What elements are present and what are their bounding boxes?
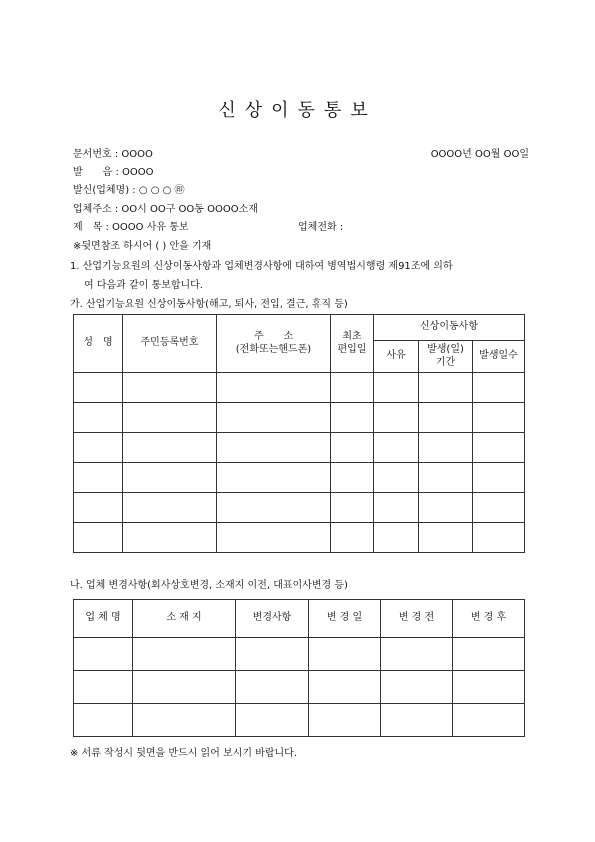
table-cell[interactable] [123,463,217,493]
table-cell[interactable] [217,403,331,433]
table-row [74,493,525,523]
table-cell[interactable] [381,704,453,737]
table-cell[interactable] [381,671,453,704]
table-cell[interactable] [217,373,331,403]
table-cell[interactable] [133,671,236,704]
table-cell[interactable] [419,373,473,403]
address-line: 업체주소 : OO시 OO구 OO동 OOOO소재 [73,204,258,215]
table-cell[interactable] [123,493,217,523]
table-cell[interactable] [419,523,473,553]
personnel-table-body [74,373,525,553]
col-period-sub: 기간 [435,356,456,368]
table-cell[interactable] [331,463,374,493]
col-first-sub: 편입일 [337,343,367,355]
col-change-group: 신상이동사항 [374,315,525,341]
table-cell[interactable] [74,463,123,493]
col-period [419,341,473,373]
table-cell[interactable] [473,463,525,493]
col-address [217,315,331,373]
table-cell[interactable] [331,403,374,433]
table-cell[interactable] [331,373,374,403]
table-row [74,638,525,671]
table-row [74,373,525,403]
table-cell[interactable] [123,373,217,403]
paragraph-line-1: 1. 산업기능요원의 신상이동사항과 업체변경사항에 대하여 병역법시행령 제91조에 의하 [70,261,453,272]
table-cell[interactable] [453,671,525,704]
table-cell[interactable] [473,493,525,523]
company-line: 발신(업체명) : ○ ○ ○ ㊞ [73,185,185,196]
personnel-change-table [73,314,525,553]
table-cell[interactable] [133,638,236,671]
col-resident-id: 주민등록번호 [123,315,217,373]
table-cell[interactable] [374,433,419,463]
table-cell[interactable] [74,493,123,523]
table-cell[interactable] [74,704,133,737]
table-cell[interactable] [374,373,419,403]
footer-note: ※ 서류 작성시 뒷면을 반드시 읽어 보시기 바랍니다. [70,748,298,759]
table-cell[interactable] [133,704,236,737]
table-row [74,704,525,737]
table-cell[interactable] [473,523,525,553]
table-cell[interactable] [123,433,217,463]
table-cell[interactable] [309,704,381,737]
table-cell[interactable] [309,671,381,704]
table-cell[interactable] [473,403,525,433]
table-cell[interactable] [236,704,309,737]
table-cell[interactable] [236,638,309,671]
table-cell[interactable] [331,493,374,523]
company-col-header: 변 경 후 [453,600,525,638]
table-cell[interactable] [473,433,525,463]
table-cell[interactable] [217,523,331,553]
table-cell[interactable] [74,638,133,671]
company-table-body [74,638,525,737]
table-cell[interactable] [217,493,331,523]
table-cell[interactable] [419,403,473,433]
col-first-enlist [331,315,374,373]
table-cell[interactable] [374,493,419,523]
table-cell[interactable] [217,433,331,463]
table-cell[interactable] [419,463,473,493]
table-cell[interactable] [74,373,123,403]
col-period-label: 발생(일) [427,344,464,355]
table-cell[interactable] [123,403,217,433]
table-cell[interactable] [419,493,473,523]
company-table-header [74,600,525,638]
section-ga-heading: 가. 산업기능요원 신상이동사항(해고, 퇴사, 전입, 결근, 휴직 등) [70,299,348,310]
company-col-header: 변 경 일 [309,600,381,638]
sender-line: 발 음 : OOOO [73,167,154,178]
table-row [74,671,525,704]
section-na-heading: 나. 업체 변경사항(회사상호변경, 소재지 이전, 대표이사변경 등) [70,580,348,591]
table-cell[interactable] [453,638,525,671]
table-cell[interactable] [74,433,123,463]
table-cell[interactable] [123,523,217,553]
table-row [74,523,525,553]
table-cell[interactable] [473,373,525,403]
company-change-table [73,599,525,737]
table-cell[interactable] [217,463,331,493]
table-cell[interactable] [74,671,133,704]
table-cell[interactable] [74,523,123,553]
table-cell[interactable] [331,523,374,553]
table-cell[interactable] [453,704,525,737]
col-reason: 사유 [374,341,419,373]
table-cell[interactable] [74,403,123,433]
company-col-header: 변경사항 [236,600,309,638]
table-cell[interactable] [374,403,419,433]
page-title: 신상이동통보 [218,100,377,121]
phone-line: 업체전화 : [298,222,344,233]
table-cell[interactable] [381,638,453,671]
col-first-label: 최초 [342,331,362,342]
col-name: 성 명 [74,315,123,373]
table-cell[interactable] [374,523,419,553]
table-cell[interactable] [331,433,374,463]
table-cell[interactable] [419,433,473,463]
table-row [74,463,525,493]
company-col-header: 소 재 지 [133,600,236,638]
company-col-header: 업 체 명 [74,600,133,638]
doc-date: OOOO년 OO월 OO일 [430,149,529,160]
subject-line: 제 목 : OOOO 사유 통보 [73,222,189,233]
col-days: 발생일수 [473,341,525,373]
table-row [74,403,525,433]
paragraph-line-2: 여 다음과 같이 통보합니다. [84,280,203,291]
col-address-sub: (전화또는핸드폰) [235,343,312,355]
company-col-header: 변 경 전 [381,600,453,638]
table-cell[interactable] [236,671,309,704]
doc-number: 문서번호 : OOOO [73,149,153,160]
table-row [74,433,525,463]
table-cell[interactable] [309,638,381,671]
table-cell[interactable] [374,463,419,493]
col-address-label: 주 소 [253,331,294,342]
reference-note: ※뒷면참조 하시어 ( ) 안을 기재 [73,241,212,252]
